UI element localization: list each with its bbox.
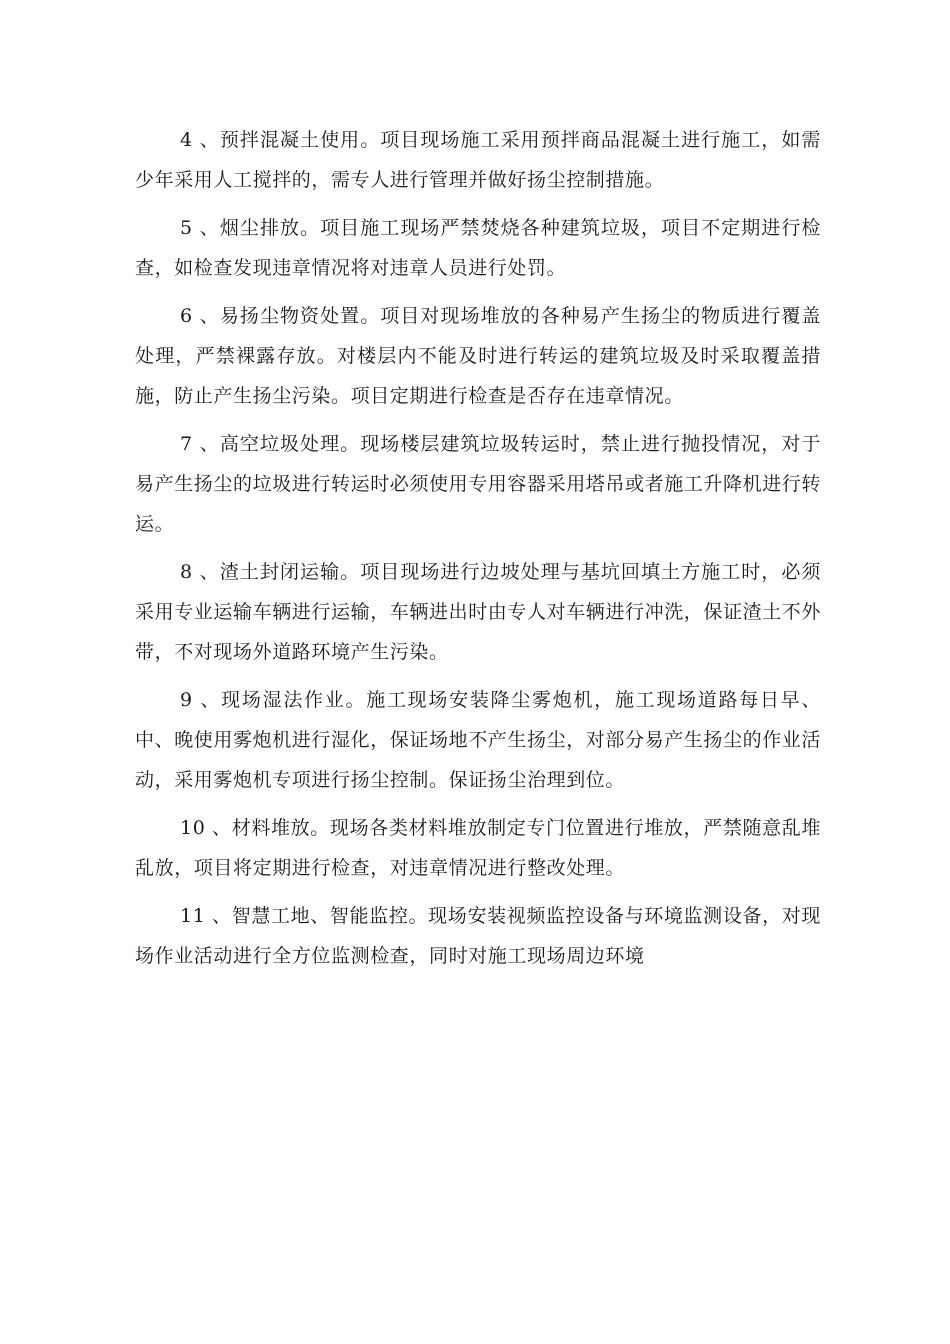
paragraph-item-11: 11 、智慧工地、智能监控。现场安装视频监控设备与环境监测设备，对现场作业活动进行全方位监测检查，同时对施工现场周边环境 [135,905,821,967]
paragraph-item-10: 10 、材料堆放。现场各类材料堆放制定专门位置进行堆放，严禁随意乱堆乱放，项目将定期进行检查，对违章情况进行整改处理。 [135,817,821,879]
paragraph-item-9: 9 、现场湿法作业。施工现场安装降尘雾炮机，施工现场道路每日早、中、晚使用雾炮机进行湿化，保证场地不产生扬尘，对部分易产生扬尘的作业活动，采用雾炮机专项进行扬尘控制。保证扬尘治理到位。 [135,689,822,791]
paragraph-item-6: 6 、易扬尘物资处置。项目对现场堆放的各种易产生扬尘的物质进行覆盖处理，严禁裸露存放。对楼层内不能及时进行转运的建筑垃圾及时采取覆盖措施，防止产生扬尘污染。项目定期进行检查是否存在违章情况。 [135,305,821,407]
paragraph-item-7: 7 、高空垃圾处理。现场楼层建筑垃圾转运时，禁止进行抛投情况，对于易产生扬尘的垃圾进行转运时必须使用专用容器采用塔吊或者施工升降机进行转运。 [135,433,822,535]
document-body [135,120,821,984]
paragraph-item-5: 5 、烟尘排放。项目施工现场严禁焚烧各种建筑垃圾，项目不定期进行检查，如检查发现违章情况将对违章人员进行处罚。 [135,217,821,279]
paragraph-item-4: 4 、预拌混凝土使用。项目现场施工采用预拌商品混凝土进行施工，如需少年采用人工搅拌的，需专人进行管理并做好扬尘控制措施。 [135,129,821,191]
paragraph-item-8: 8 、渣土封闭运输。项目现场进行边坡处理与基坑回填土方施工时，必须采用专业运输车辆进行运输，车辆进出时由专人对车辆进行冲洗，保证渣土不外带，不对现场外道路环境产生污染。 [135,561,822,663]
